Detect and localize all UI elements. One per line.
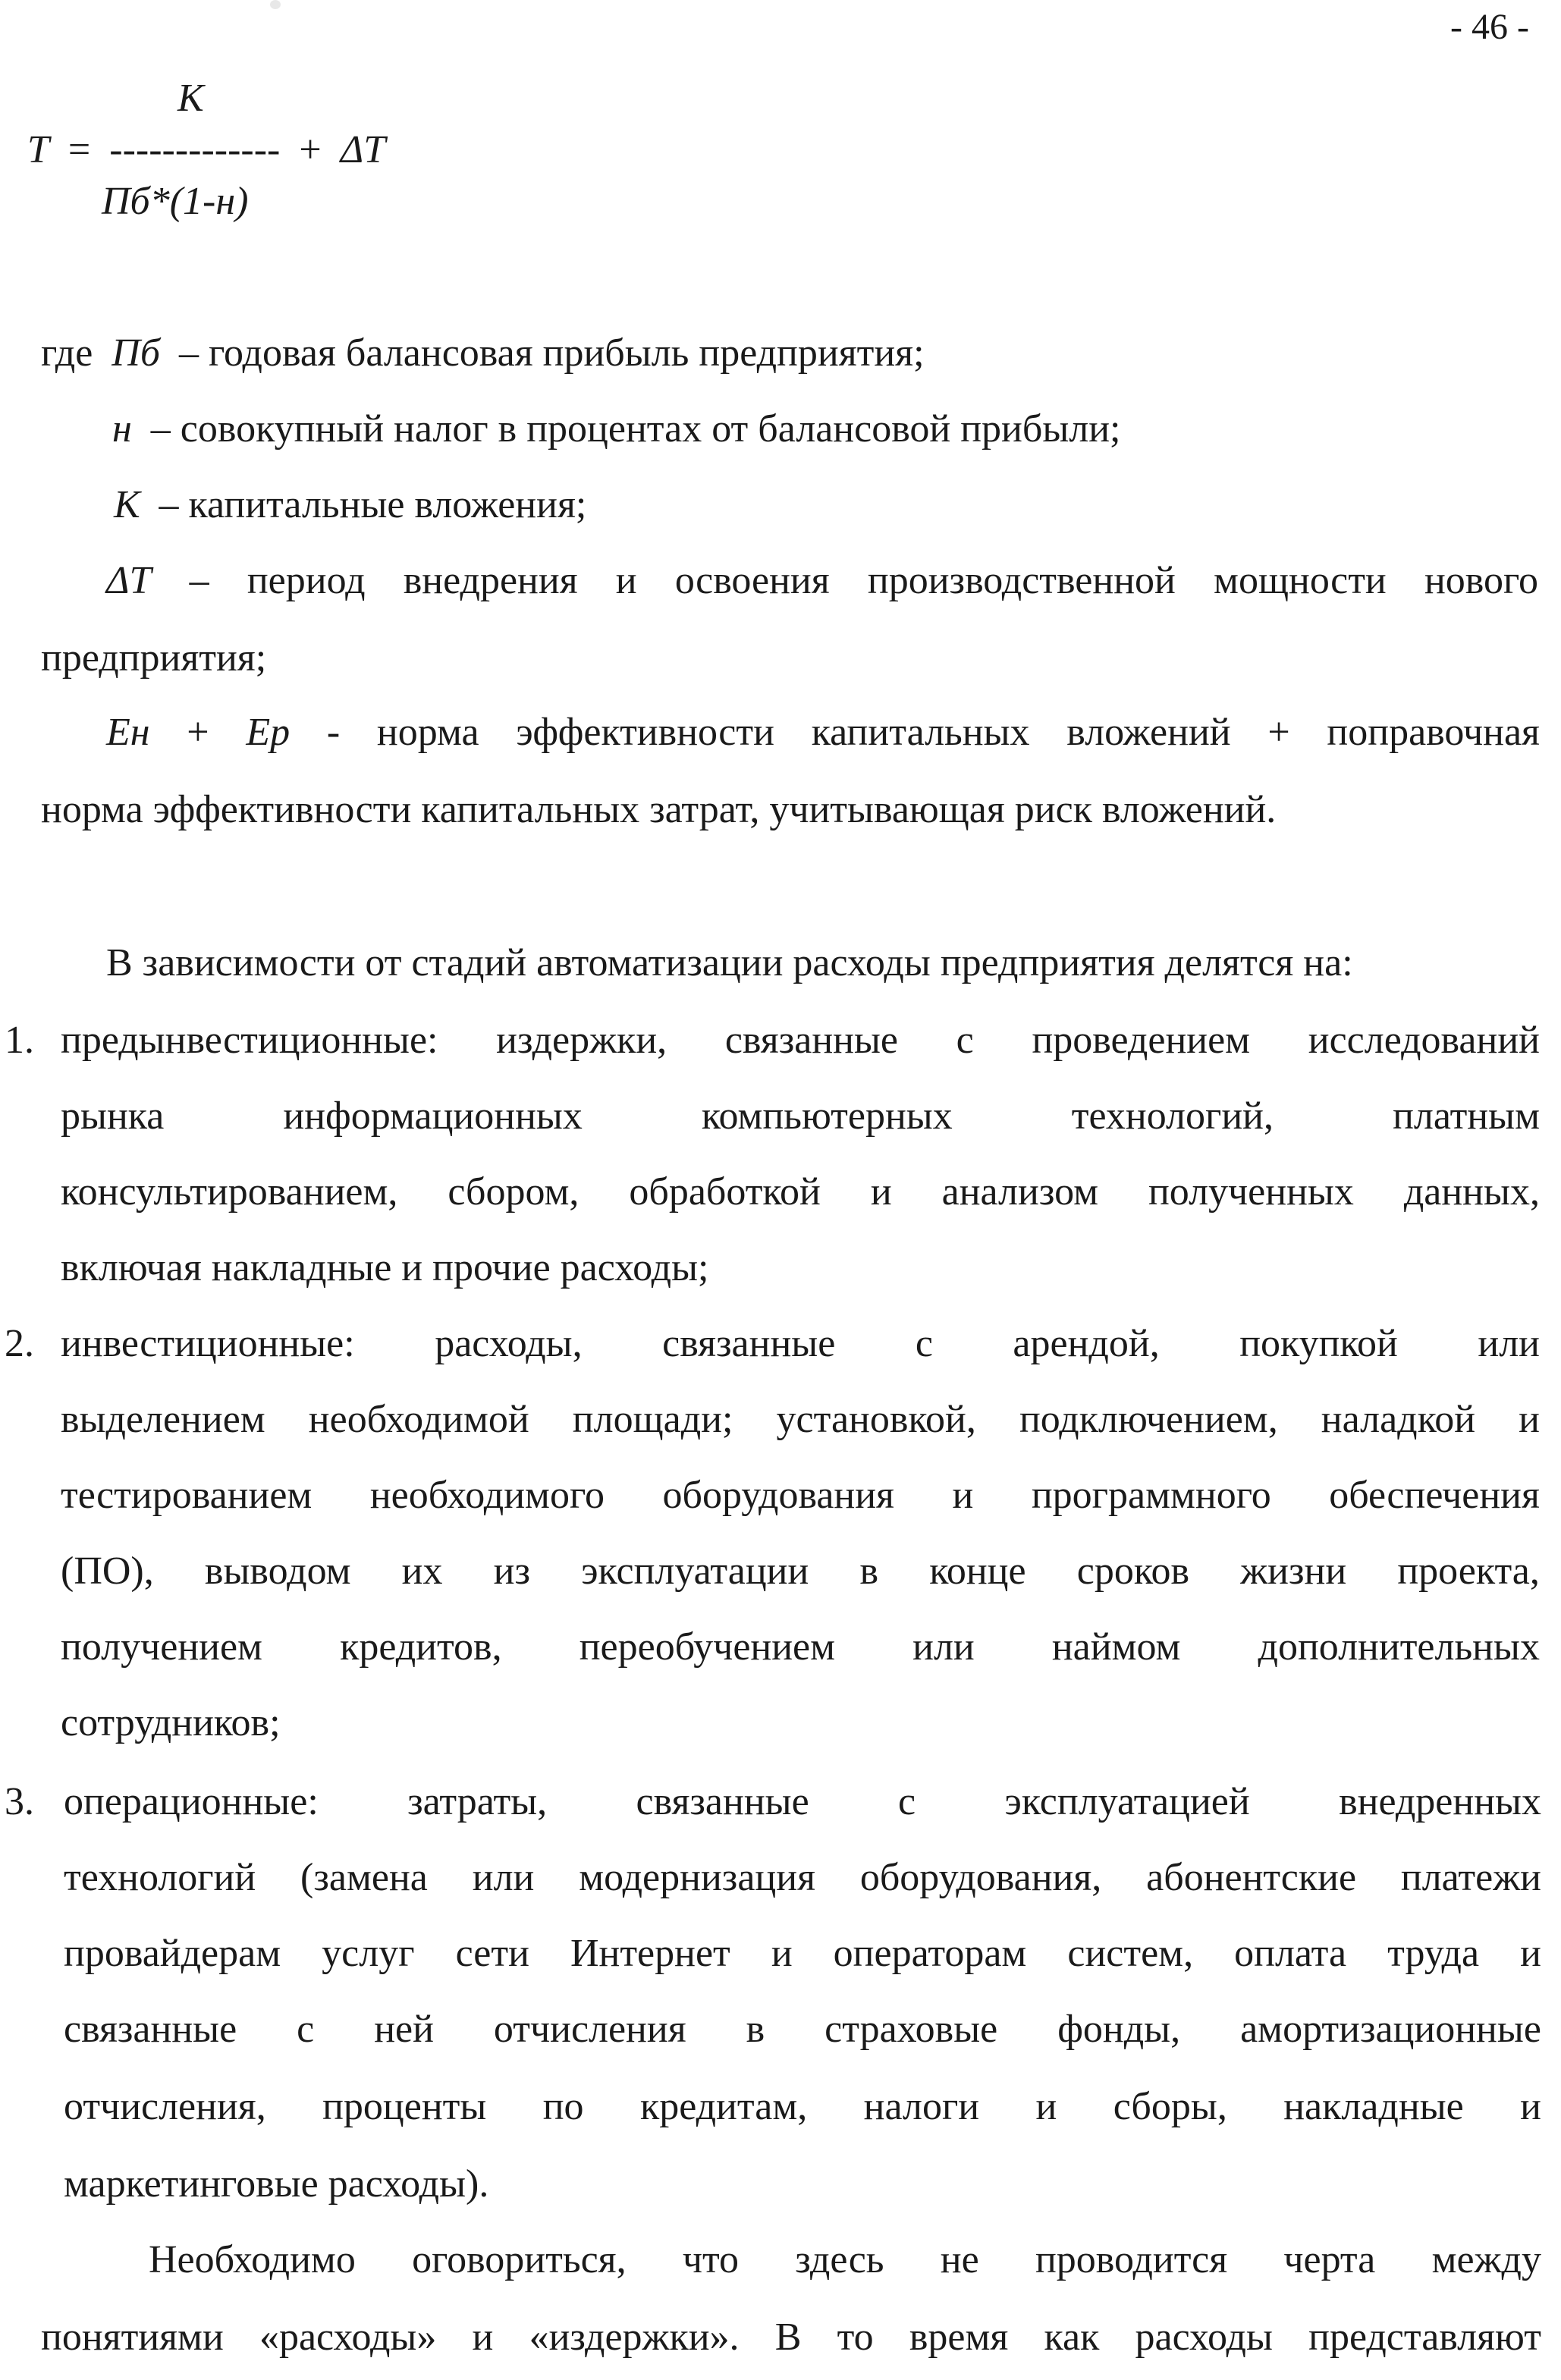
word: и — [615, 559, 637, 602]
word: кредитам, — [639, 2085, 808, 2128]
word: необходимого — [369, 1474, 605, 1517]
definition-text: – совокупный налог в процентах от балансовой прибыли; — [150, 407, 1121, 451]
list-line — [61, 1476, 1540, 1515]
word: и — [1520, 1932, 1541, 1975]
word: кредитов, — [340, 1625, 502, 1669]
word: понятиями — [41, 2316, 224, 2359]
word: освоения — [674, 559, 830, 602]
symbol-delta-t: ΔТ — [106, 559, 152, 602]
list-line — [64, 1934, 1541, 1973]
word: наладкой — [1321, 1398, 1476, 1441]
word: оплата — [1234, 1932, 1347, 1975]
word: черта — [1283, 2238, 1376, 2281]
word: связанные — [724, 1019, 898, 1062]
list-line — [61, 1400, 1540, 1440]
formula-plus: + — [299, 128, 322, 171]
definition-text: – годовая балансовая прибыль предприятия; — [179, 331, 925, 375]
word: платным — [1393, 1094, 1540, 1138]
word: амортизационные — [1240, 2008, 1541, 2051]
word: представляют — [1308, 2316, 1541, 2359]
word: между — [1431, 2238, 1541, 2281]
word: и — [1519, 1398, 1540, 1441]
word: с — [915, 1322, 933, 1365]
definition-text: – капитальные вложения; — [159, 483, 587, 526]
list-line — [64, 2087, 1541, 2127]
word: полученных — [1148, 1170, 1354, 1214]
word: в — [746, 2008, 765, 2051]
word: и — [870, 1170, 892, 1214]
word: или — [472, 1856, 535, 1899]
definition-prefix: где — [41, 331, 93, 375]
formula-equals: = — [68, 128, 91, 171]
word: переобучением — [579, 1625, 836, 1669]
list-line — [61, 1094, 1540, 1138]
symbol-k: К — [114, 483, 140, 526]
definition-e-line1 — [106, 713, 1540, 752]
formula-numerator: К — [177, 77, 204, 120]
word: с — [297, 2008, 315, 2051]
word: проведением — [1032, 1019, 1251, 1062]
word: технологий — [64, 1856, 256, 1899]
word: + — [187, 711, 209, 754]
word: модернизация — [579, 1856, 815, 1899]
intro-paragraph: В зависимости от стадий автоматизации расходы предприятия делятся на: — [106, 941, 1353, 984]
list-line: включая накладные и прочие расходы; — [61, 1246, 709, 1289]
word: (ПО), — [61, 1550, 154, 1593]
word: эффективности — [516, 711, 774, 754]
formula-lhs: Т — [27, 128, 49, 171]
word: операционные: — [64, 1780, 319, 1823]
word: Интернет — [570, 1932, 730, 1975]
word: проекта, — [1397, 1550, 1540, 1593]
word: сети — [455, 1932, 529, 1975]
word: оговориться, — [412, 2238, 627, 2281]
word: инвестиционные: — [61, 1322, 355, 1365]
word: период — [247, 559, 366, 602]
word: исследований — [1308, 1019, 1540, 1062]
list-line — [61, 1324, 1540, 1364]
word: предынвестиционные: — [61, 1019, 438, 1062]
word: что — [682, 2238, 740, 2281]
definition-dt-line1 — [106, 561, 1538, 601]
word: компьютерных — [701, 1094, 953, 1138]
word: проводится — [1035, 2238, 1228, 2281]
word: технологий, — [1071, 1094, 1274, 1138]
word: фонды, — [1057, 2008, 1181, 2051]
word: необходимой — [308, 1398, 529, 1441]
word: провайдерам — [64, 1932, 281, 1975]
symbol-en: Ен — [106, 711, 150, 754]
word: услуг — [322, 1932, 415, 1975]
word: их — [401, 1550, 443, 1593]
word: установкой, — [776, 1398, 976, 1441]
word: не — [940, 2238, 979, 2281]
definition-n — [112, 407, 1121, 451]
formula-fraction-line: ------------- — [109, 128, 281, 171]
list-line: маркетинговые расходы). — [64, 2162, 489, 2206]
scan-artifact — [270, 0, 281, 9]
symbol-ep: Ер — [246, 711, 291, 754]
word: время — [909, 2316, 1009, 2359]
closing-line1 — [149, 2240, 1541, 2280]
list-number: 1. — [5, 1019, 34, 1062]
word: эксплуатации — [581, 1550, 809, 1593]
list-line — [61, 1552, 1540, 1591]
word: связанные — [64, 2008, 237, 2051]
word: абонентские — [1146, 1856, 1357, 1899]
word: тестированием — [61, 1474, 313, 1517]
symbol-pb: Пб — [112, 331, 160, 375]
word: платежи — [1400, 1856, 1541, 1899]
word: и — [1035, 2085, 1057, 2128]
formula-delta-t: ΔТ — [340, 128, 386, 171]
word: то — [837, 2316, 874, 2359]
page-number: - 46 - — [1450, 7, 1529, 47]
definition-k — [114, 485, 586, 525]
word: эксплуатацией — [1004, 1780, 1250, 1823]
word: жизни — [1240, 1550, 1347, 1593]
list-line — [61, 1170, 1540, 1214]
word: расходы, — [435, 1322, 583, 1365]
word: как — [1044, 2316, 1100, 2359]
word: издержки, — [496, 1019, 667, 1062]
definition-dt-line2: предприятия; — [41, 636, 267, 680]
word: операторам — [833, 1932, 1027, 1975]
word: нового — [1424, 559, 1538, 602]
word: подключением, — [1019, 1398, 1278, 1441]
list-number: 3. — [5, 1780, 34, 1823]
word: конце — [929, 1550, 1026, 1593]
word: программного — [1031, 1474, 1271, 1517]
word: и — [952, 1474, 974, 1517]
list-line — [61, 1021, 1540, 1060]
word: «расходы» — [259, 2316, 437, 2359]
word: (замена — [300, 1856, 428, 1899]
word: или — [1478, 1322, 1540, 1365]
list-line — [61, 1625, 1540, 1669]
word: сборы, — [1113, 2085, 1227, 2128]
word: труда — [1387, 1932, 1480, 1975]
definition-e-line2: норма эффективности капитальных затрат, учитывающая риск вложений. — [41, 788, 1277, 831]
word: или — [912, 1625, 975, 1669]
word: производственной — [867, 559, 1176, 602]
word: арендой, — [1013, 1322, 1160, 1365]
word: получением — [61, 1625, 262, 1669]
word: обработкой — [629, 1170, 821, 1214]
word: внедрения — [403, 559, 578, 602]
word: поправочная — [1327, 711, 1540, 754]
closing-line2 — [41, 2318, 1541, 2357]
word: обеспечения — [1329, 1474, 1540, 1517]
word: сроков — [1076, 1550, 1190, 1593]
word: здесь — [795, 2238, 884, 2281]
word: анализом — [941, 1170, 1098, 1214]
word: Необходимо — [149, 2238, 356, 2281]
word: затраты, — [407, 1780, 548, 1823]
word: ней — [374, 2008, 434, 2051]
word: систем, — [1067, 1932, 1194, 1975]
word: наймом — [1051, 1625, 1181, 1669]
word: информационных — [283, 1094, 583, 1138]
word: оборудования, — [859, 1856, 1102, 1899]
word: рынка — [61, 1094, 165, 1138]
word: отчисления — [493, 2008, 686, 2051]
word: страховые — [824, 2008, 998, 2051]
word: покупкой — [1239, 1322, 1398, 1365]
word: – — [189, 559, 209, 602]
word: и — [472, 2316, 494, 2359]
list-line — [64, 1858, 1541, 1898]
word: оборудования — [662, 1474, 894, 1517]
word: + — [1267, 711, 1290, 754]
word: сбором, — [448, 1170, 579, 1214]
definition-pb — [41, 331, 925, 375]
word: выводом — [204, 1550, 351, 1593]
word: расходы — [1135, 2316, 1273, 2359]
word: капитальных — [811, 711, 1030, 754]
word: данных, — [1403, 1170, 1540, 1214]
word: проценты — [322, 2085, 487, 2128]
word: и — [1520, 2085, 1541, 2128]
word: консультированием, — [61, 1170, 398, 1214]
word: В — [774, 2316, 802, 2359]
word: по — [542, 2085, 584, 2128]
word: связанные — [662, 1322, 836, 1365]
word: из — [493, 1550, 531, 1593]
word: в — [859, 1550, 879, 1593]
word: и — [771, 1932, 793, 1975]
word: отчисления, — [64, 2085, 266, 2128]
word: дополнительных — [1258, 1625, 1540, 1669]
word: - — [326, 711, 341, 754]
word: выделением — [61, 1398, 265, 1441]
symbol-n: н — [112, 407, 132, 451]
word: с — [898, 1780, 916, 1823]
word: норма — [376, 711, 479, 754]
word: вложений — [1066, 711, 1231, 754]
word: «издержки». — [529, 2316, 740, 2359]
list-line: сотрудников; — [61, 1701, 281, 1744]
list-number: 2. — [5, 1322, 34, 1365]
word: налоги — [863, 2085, 980, 2128]
word: с — [956, 1019, 974, 1062]
formula-main-line — [27, 130, 385, 170]
word: накладные — [1283, 2085, 1464, 2128]
formula-denominator: Пб*(1-н) — [102, 180, 249, 223]
list-line — [64, 1782, 1541, 1822]
word: мощности — [1214, 559, 1387, 602]
word: связанные — [636, 1780, 809, 1823]
word: площади; — [572, 1398, 733, 1441]
list-line — [64, 2010, 1541, 2049]
word: внедренных — [1339, 1780, 1541, 1823]
